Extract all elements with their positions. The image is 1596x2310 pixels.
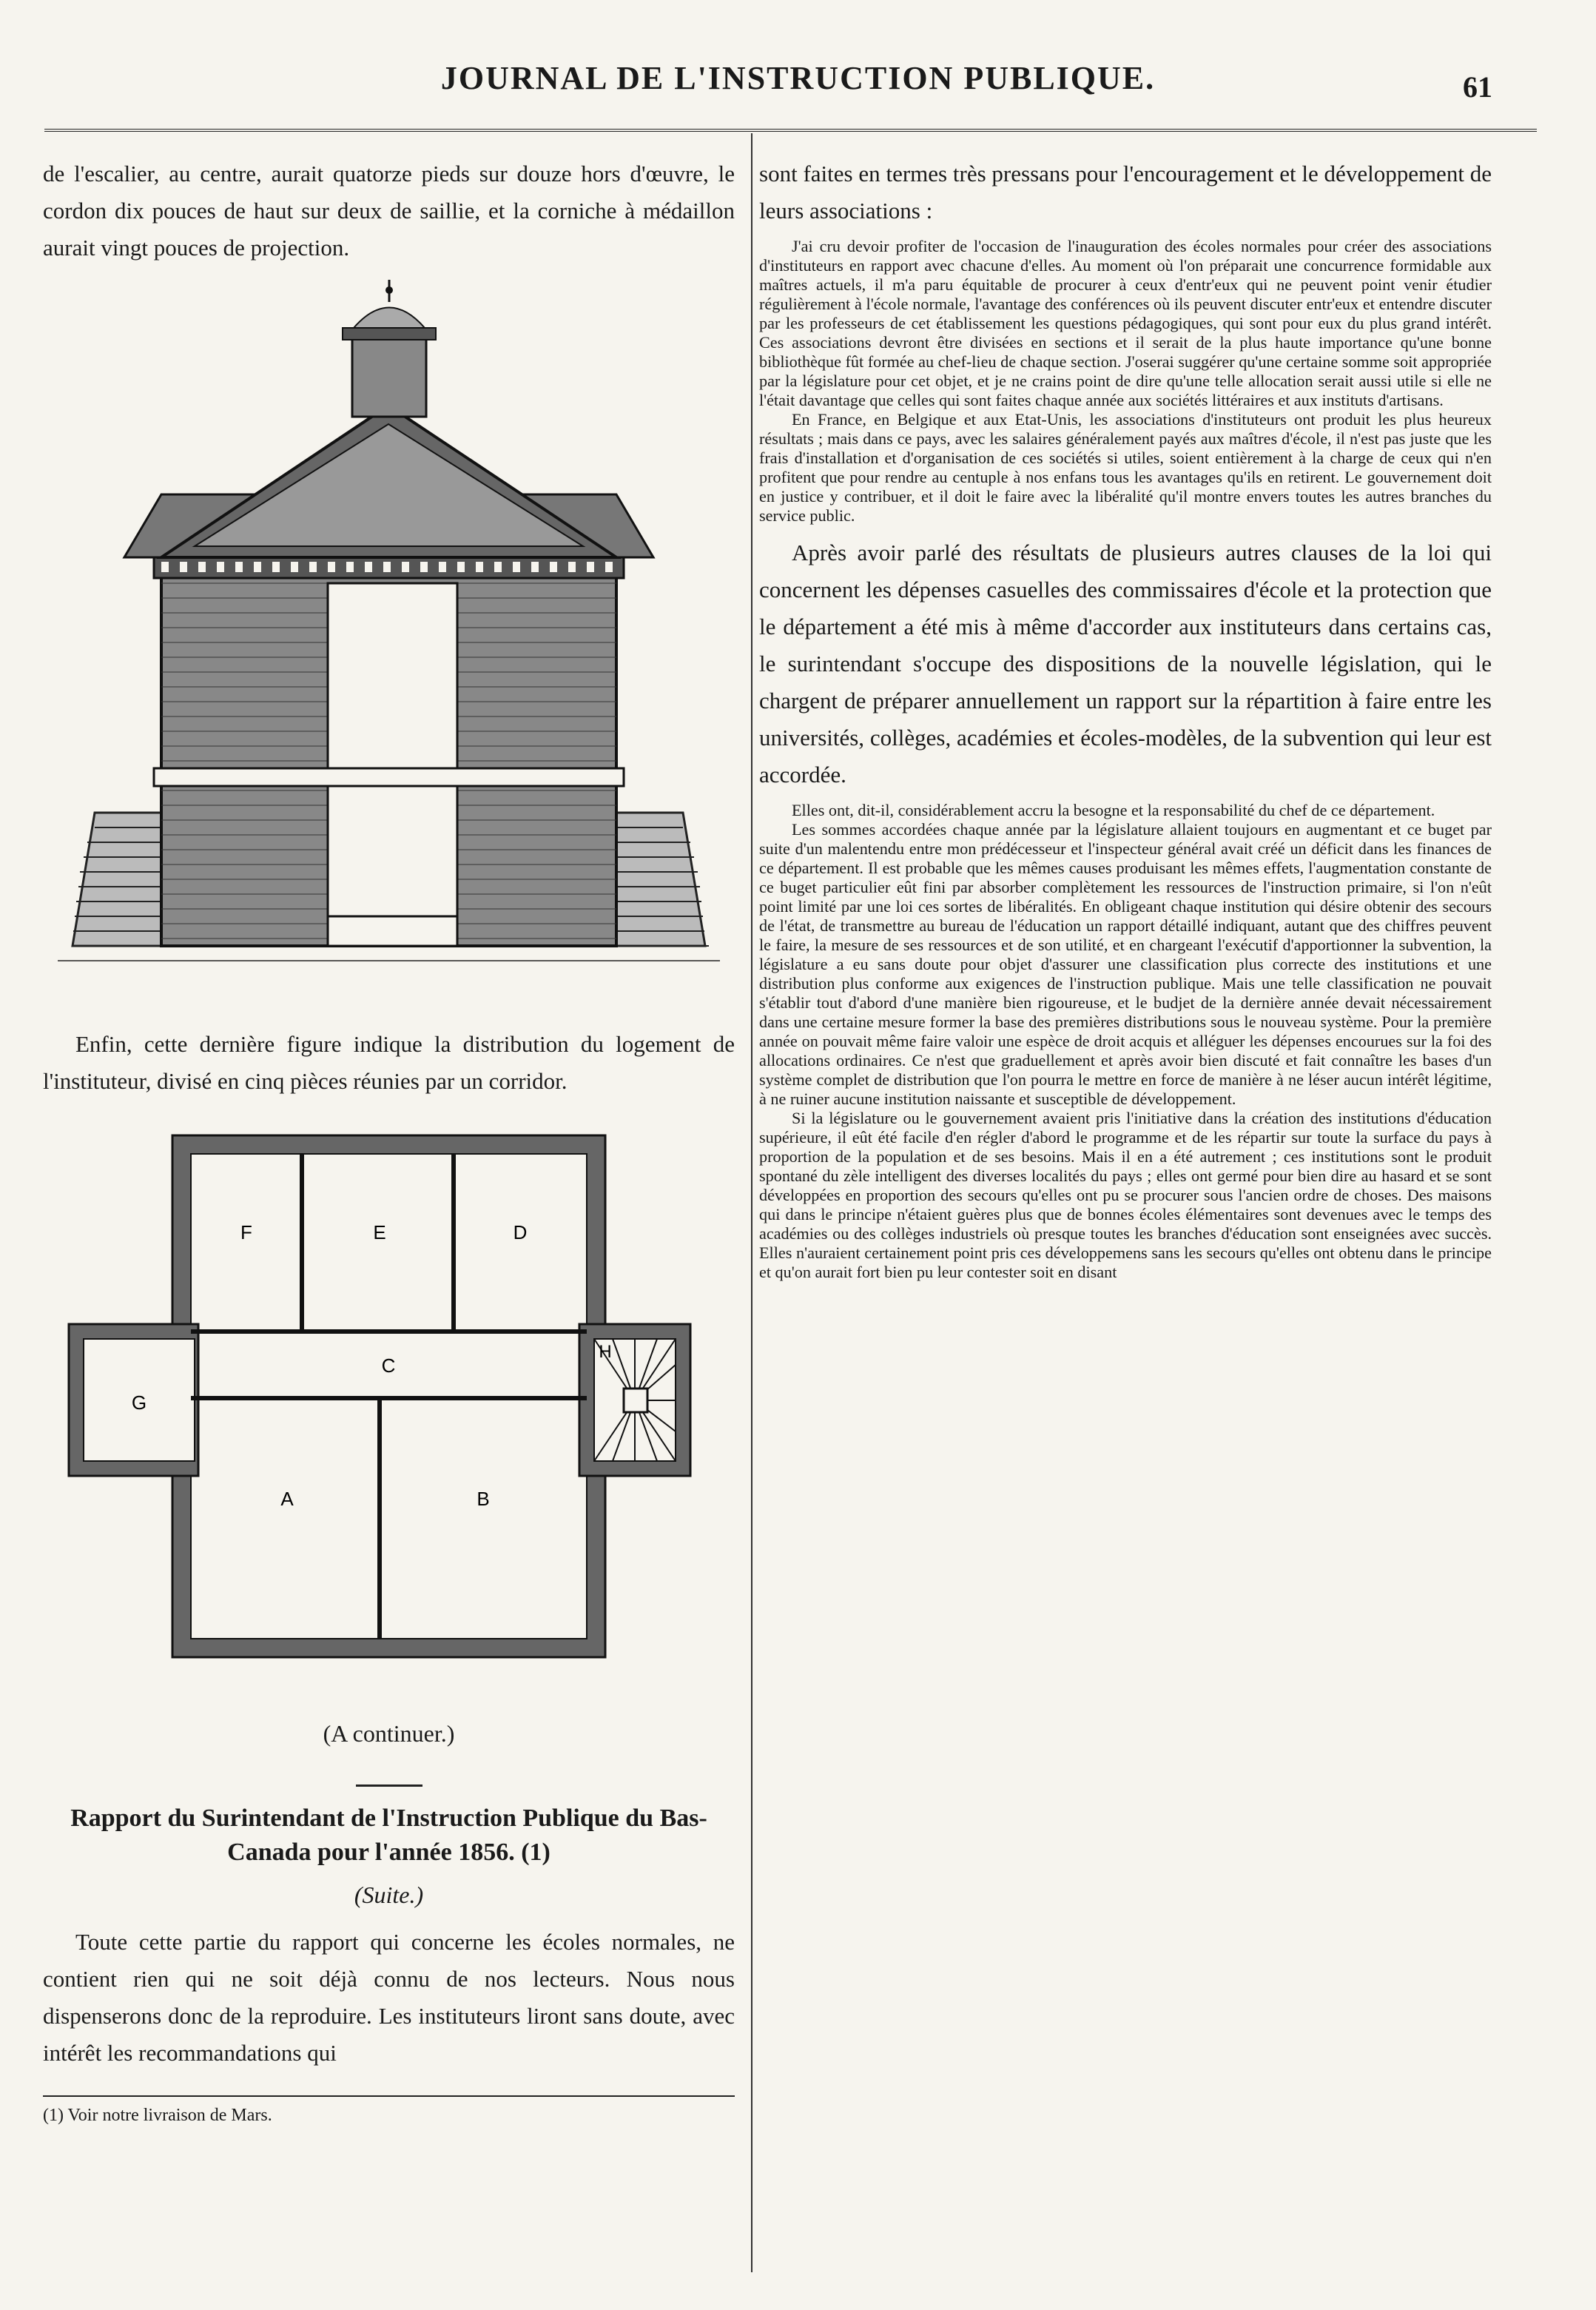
plan-label-e: E <box>373 1221 386 1243</box>
quote-paragraph-legislature: Si la législature ou le gouvernement avaient pris l'initiative dans la création des institutions d'éducation supérieure, il eût été facile d'en régler d'abord le programme et de les répartir sur toute la surface du pays à proportion de la population et de ses besoins. Mais il en a été autrement ; ces institutions sont le produit spontané du zèle intelligent des diverses localités du pays ; elles ont germé pour bien dire au hasard et se sont développées en proportion des secours qu'elles ont pu se procurer sous l'ancien ordre de choses. Des maisons qui dans le principe n'étaient guères plus que de bonnes écoles élémentaires sont devenues avec le temps des académies ou des collèges industriels où presque toutes les branches d'éducation sont enseignées avec succès. Elles n'auraient certainement point pris ces développemens sans les secours qu'elles ont obtenu dans le principe et qu'on aurait fort bien pu leur contester soit en disant <box>759 1109 1492 1281</box>
right-column <box>759 155 1492 1282</box>
plan-label-f: F <box>240 1221 252 1243</box>
quote-paragraph-france: En France, en Belgique et aux Etat-Unis, les associations d'instituteurs ont produit les plus heureux résultats ; mais dans ce pays, avec les salaires généralement payés aux maîtres d'école, il n'est pas juste que les frais d'installation et d'organisation de ces sociétés si utiles, soient entièrement à la charge de ceux qui n'en profitent que pour rendre au centuple à nos enfans tous les avantages qu'ils en retirent. Le gouvernement doit en justice y contribuer, et il doit le faire avec la libéralité qu'il montre envers toutes les autres branches du service public. <box>759 410 1492 525</box>
plan-label-b: B <box>477 1488 490 1510</box>
cupola-dome <box>354 308 425 329</box>
floor-plan-figure <box>43 1113 735 1690</box>
schoolhouse-elevation-drawing <box>43 280 735 1013</box>
page-header <box>37 59 1559 111</box>
report-intro-paragraph: Toute cette partie du rapport qui concerne les écoles normales, ne contient rien qui ne soit déjà connu de nos lecteurs. Nous nous dispenserons donc de la reproduire. Les instituteurs liront sans doute, avec intérêt les recommandations qui <box>43 1929 735 2066</box>
section-rule <box>356 1784 422 1787</box>
plan-label-a: A <box>280 1488 294 1510</box>
left-stair <box>73 813 169 946</box>
a-continuer: (A continuer.) <box>323 1720 455 1747</box>
right-stair <box>609 813 705 946</box>
header-rule <box>44 129 1537 132</box>
subvention-paragraph: Après avoir parlé des résultats de plusieurs autres clauses de la loi qui concernent les dépenses casuelles des commissaires d'école et la protection que le département a été mis à même d'accorder aux instituteurs dans certains cas, le surintendant s'occupe des dispositions de la nouvelle législation, qui le chargent de préparer annuellement un rapport sur la répartition à faire entre les universités, collèges, académies et écoles-modèles, de la subvention qui leur est accordée. <box>759 540 1492 788</box>
plan-label-d: D <box>513 1221 528 1243</box>
footnote-rule <box>43 2095 735 2097</box>
quote-paragraph-besogne: Elles ont, dit-il, considérablement accru la besogne et la responsabilité du chef de ce département. <box>792 801 1435 819</box>
floor-plan-drawing <box>43 1113 735 1690</box>
cupola <box>352 335 426 417</box>
plan-label-g: G <box>131 1391 147 1414</box>
quote-paragraph-sommes: Les sommes accordées chaque année par la législature allaient toujours en augmentant et ce buget par suite d'un malentendu entre mon prédécesseur et l'inspecteur général avait créé un déficit dans les finances de ce département. Il est probable que les mêmes causes produisant les mêmes effets, l'augmentation constante de ce buget particulier eût fini par absorber complètement les ressources de l'instruction primaire, si l'on n'eût point limité par une loi ces sortes de libéralités. En obligeant chaque institution qui désire obtenir des secours de l'état, de transmettre au bureau de l'éducation un rapport détaillé indiquant, autant que des chiffres peuvent le faire, la mesure de ses ressources et de son utilité, et en chargeant l'exécutif d'apportionner la subvention, la législature a eu sans doute pour objet d'assurer une classification plus correcte des institutions et une distribution plus conforme aux exigences de l'instruction publique. Mais une telle classification ne pouvait s'établir tout d'abord d'une manière bien rigoureuse, et le budjet de la dernière année devait nécessairement dans une certaine mesure former la base des premières distributions sous le nouveau système. Pour la première année on pouvait même faire valoir une espèce de droit acquis et alléguer les dépenses encourues sur la foi des allocations ordinaires. Ce n'est que graduellement et après avoir bien discuté et fait connaître les bases d'un système complet de distribution que l'on pourra le mettre en force de manière à ne léser aucun intérêt légitime, à ne ruiner aucune institution naissante et susceptible de développement. <box>759 820 1492 1108</box>
string-course <box>154 768 624 786</box>
footnote: (1) Voir notre livraison de Mars. <box>43 2106 272 2125</box>
plan-label-h: H <box>599 1342 612 1362</box>
journal-title: JOURNAL DE L'INSTRUCTION PUBLIQUE. <box>440 60 1156 96</box>
plan-label-c: C <box>381 1354 396 1377</box>
doorway <box>328 583 457 916</box>
associations-lead-paragraph: sont faites en termes très pressans pour l'encouragement et le développement de leurs associations : <box>759 161 1492 224</box>
left-column <box>43 155 735 2126</box>
staircase-paragraph: de l'escalier, au centre, aurait quatorze pieds sur douze hors d'œuvre, le cordon dix pouces de haut sur deux de saillie, et la corniche à médaillon aurait vingt pouces de projection. <box>43 161 735 261</box>
schoolhouse-elevation-figure <box>43 280 735 1013</box>
suite-label: (Suite.) <box>354 1881 424 1908</box>
column-separator <box>751 133 752 2272</box>
report-title: Rapport du Surintendant de l'Instruction Publique du Bas-Canada pour l'année 1856. (1) <box>70 1804 707 1866</box>
plan-intro-paragraph: Enfin, cette dernière figure indique la distribution du logement de l'instituteur, divisé en cinq pièces réunies par un corridor. <box>43 1031 735 1094</box>
quote-paragraph-associations: J'ai cru devoir profiter de l'occasion de l'inauguration des écoles normales pour créer des associations d'instituteurs en rapport avec chacune d'elles. Au moment où l'on préparait une concurrence formidable aux maîtres actuels, il m'a paru équitable de procurer à ceux d'entr'eux qui ne peuvent point venir étudier régulièrement à l'école normale, l'avantage des conférences où ils peuvent discuter entr'eux et entendre discuter par les professeurs de cet établissement les questions pédagogiques, qui sont pour eux du plus grand intérêt. Ces associations devront être divisées en sections et il serait de la plus haute importance qu'une bonne bibliothèque fût formée au chef-lieu de chaque section. J'oserai suggérer qu'une certaine somme soit appropriée par la législature pour cet objet, et je ne crains point de dire qu'une telle allocation serait aussi utile si elle ne l'était davantage que celles qui sont faites chaque année aux sociétés littéraires et aux instituts d'artisans. <box>759 237 1492 409</box>
page-number: 61 <box>1463 70 1492 104</box>
